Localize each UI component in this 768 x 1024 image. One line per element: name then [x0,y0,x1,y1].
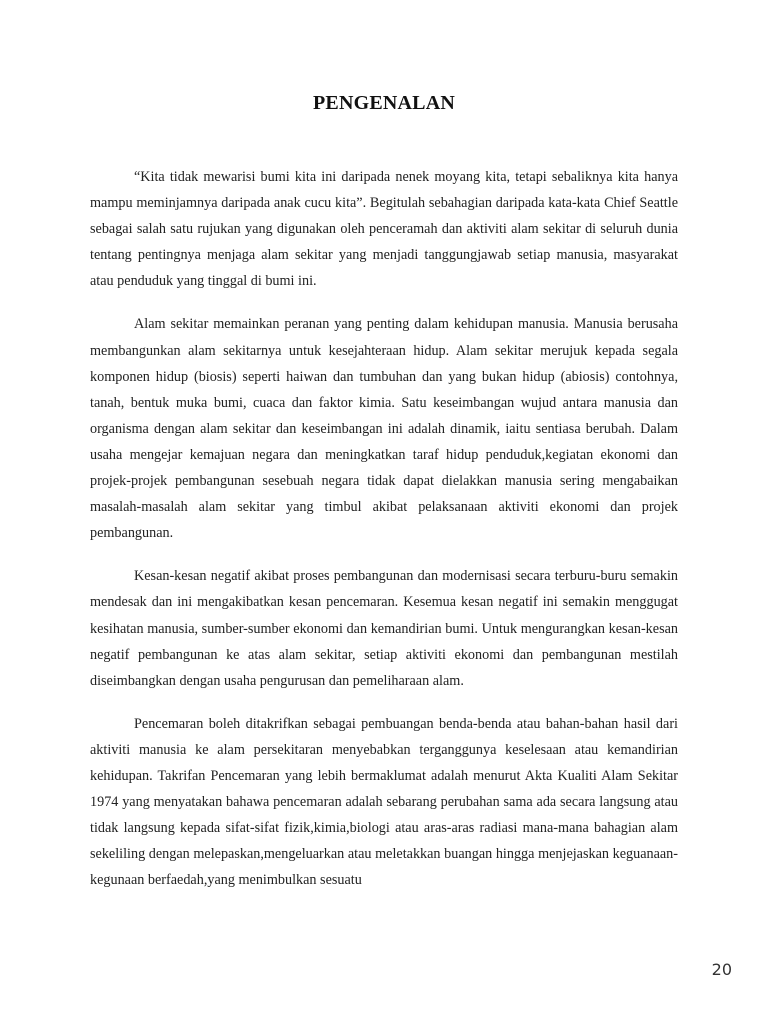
page-number: 20 [711,960,732,979]
paragraph-3: Kesan-kesan negatif akibat proses pembangunan dan modernisasi secara terburu-buru semakin mendesak dan ini mengakibatkan kesan pencemaran. Kesemua kesan negatif ini semakin menggugat kesihatan manusia, sumber-sumber ekonomi dan kemandirian bumi. Untuk mengurangkan kesan-kesan negatif pembangunan ke atas alam sekitar, setiap aktiviti ekonomi dan pembangunan mestilah diseimbangkan dengan usaha pengurusan dan pemeliharaan alam. [90,568,678,689]
page-title: PENGENALAN [312,92,455,114]
paragraph-4: Pencemaran boleh ditakrifkan sebagai pembuangan benda-benda atau bahan-bahan hasil dari aktiviti manusia ke alam persekitaran menyebabkan terganggunya keselesaan atau kemandirian kehidupan. Takrifan Pencemaran yang lebih bermaklumat adalah menurut Akta Kualiti Alam Sekitar 1974 yang menyatakan bahawa pencemaran adalah sebarang perubahan sama ada secara langsung atau tidak langsung kepada sifat-sifat fizik,kimia,biologi atau aras-aras radiasi mana-mana bahagian alam sekeliling dengan melepaskan,mengeluarkan atau meletakkan buangan hingga menjejaskan keguanaan-kegunaan berfaedah,yang menimbulkan sesuatu [90,715,678,889]
paragraph-2: Alam sekitar memainkan peranan yang penting dalam kehidupan manusia. Manusia berusaha membangunkan alam sekitarnya untuk kesejahteraan hidup. Alam sekitar merujuk kepada segala komponen hidup (biosis) seperti haiwan dan tumbuhan dan yang bukan hidup (abiosis) contohnya, tanah, bentuk muka bumi, cuaca dan faktor kimia. Satu keseimbangan wujud antara manusia dan organisma dengan alam sekitar dan keseimbangan ini adalah dinamik, iaitu sentiasa berubah. Dalam usaha mengejar kemajuan negara dan meningkatkan taraf hidup penduduk,kegiatan ekonomi dan projek-projek pembangunan sesebuah negara tidak dapat dielakkan manusia sering mengabaikan masalah-masalah alam sekitar yang timbul akibat pelaksanaan aktiviti ekonomi dan projek pembangunan. [90,316,678,542]
paragraph-1: “Kita tidak mewarisi bumi kita ini daripada nenek moyang kita, tetapi sebaliknya kita hanya mampu meminjamnya daripada anak cucu kita”. Begitulah sebahagian daripada kata-kata Chief Seattle sebagai salah satu rujukan yang digunakan oleh penceramah dan aktiviti alam sekitar di seluruh dunia tentang pentingnya menjaga alam sekitar yang menjadi tanggungjawab setiap manusia, masyarakat atau penduduk yang tinggal di bumi ini. [90,169,678,290]
body-text [90,164,678,910]
